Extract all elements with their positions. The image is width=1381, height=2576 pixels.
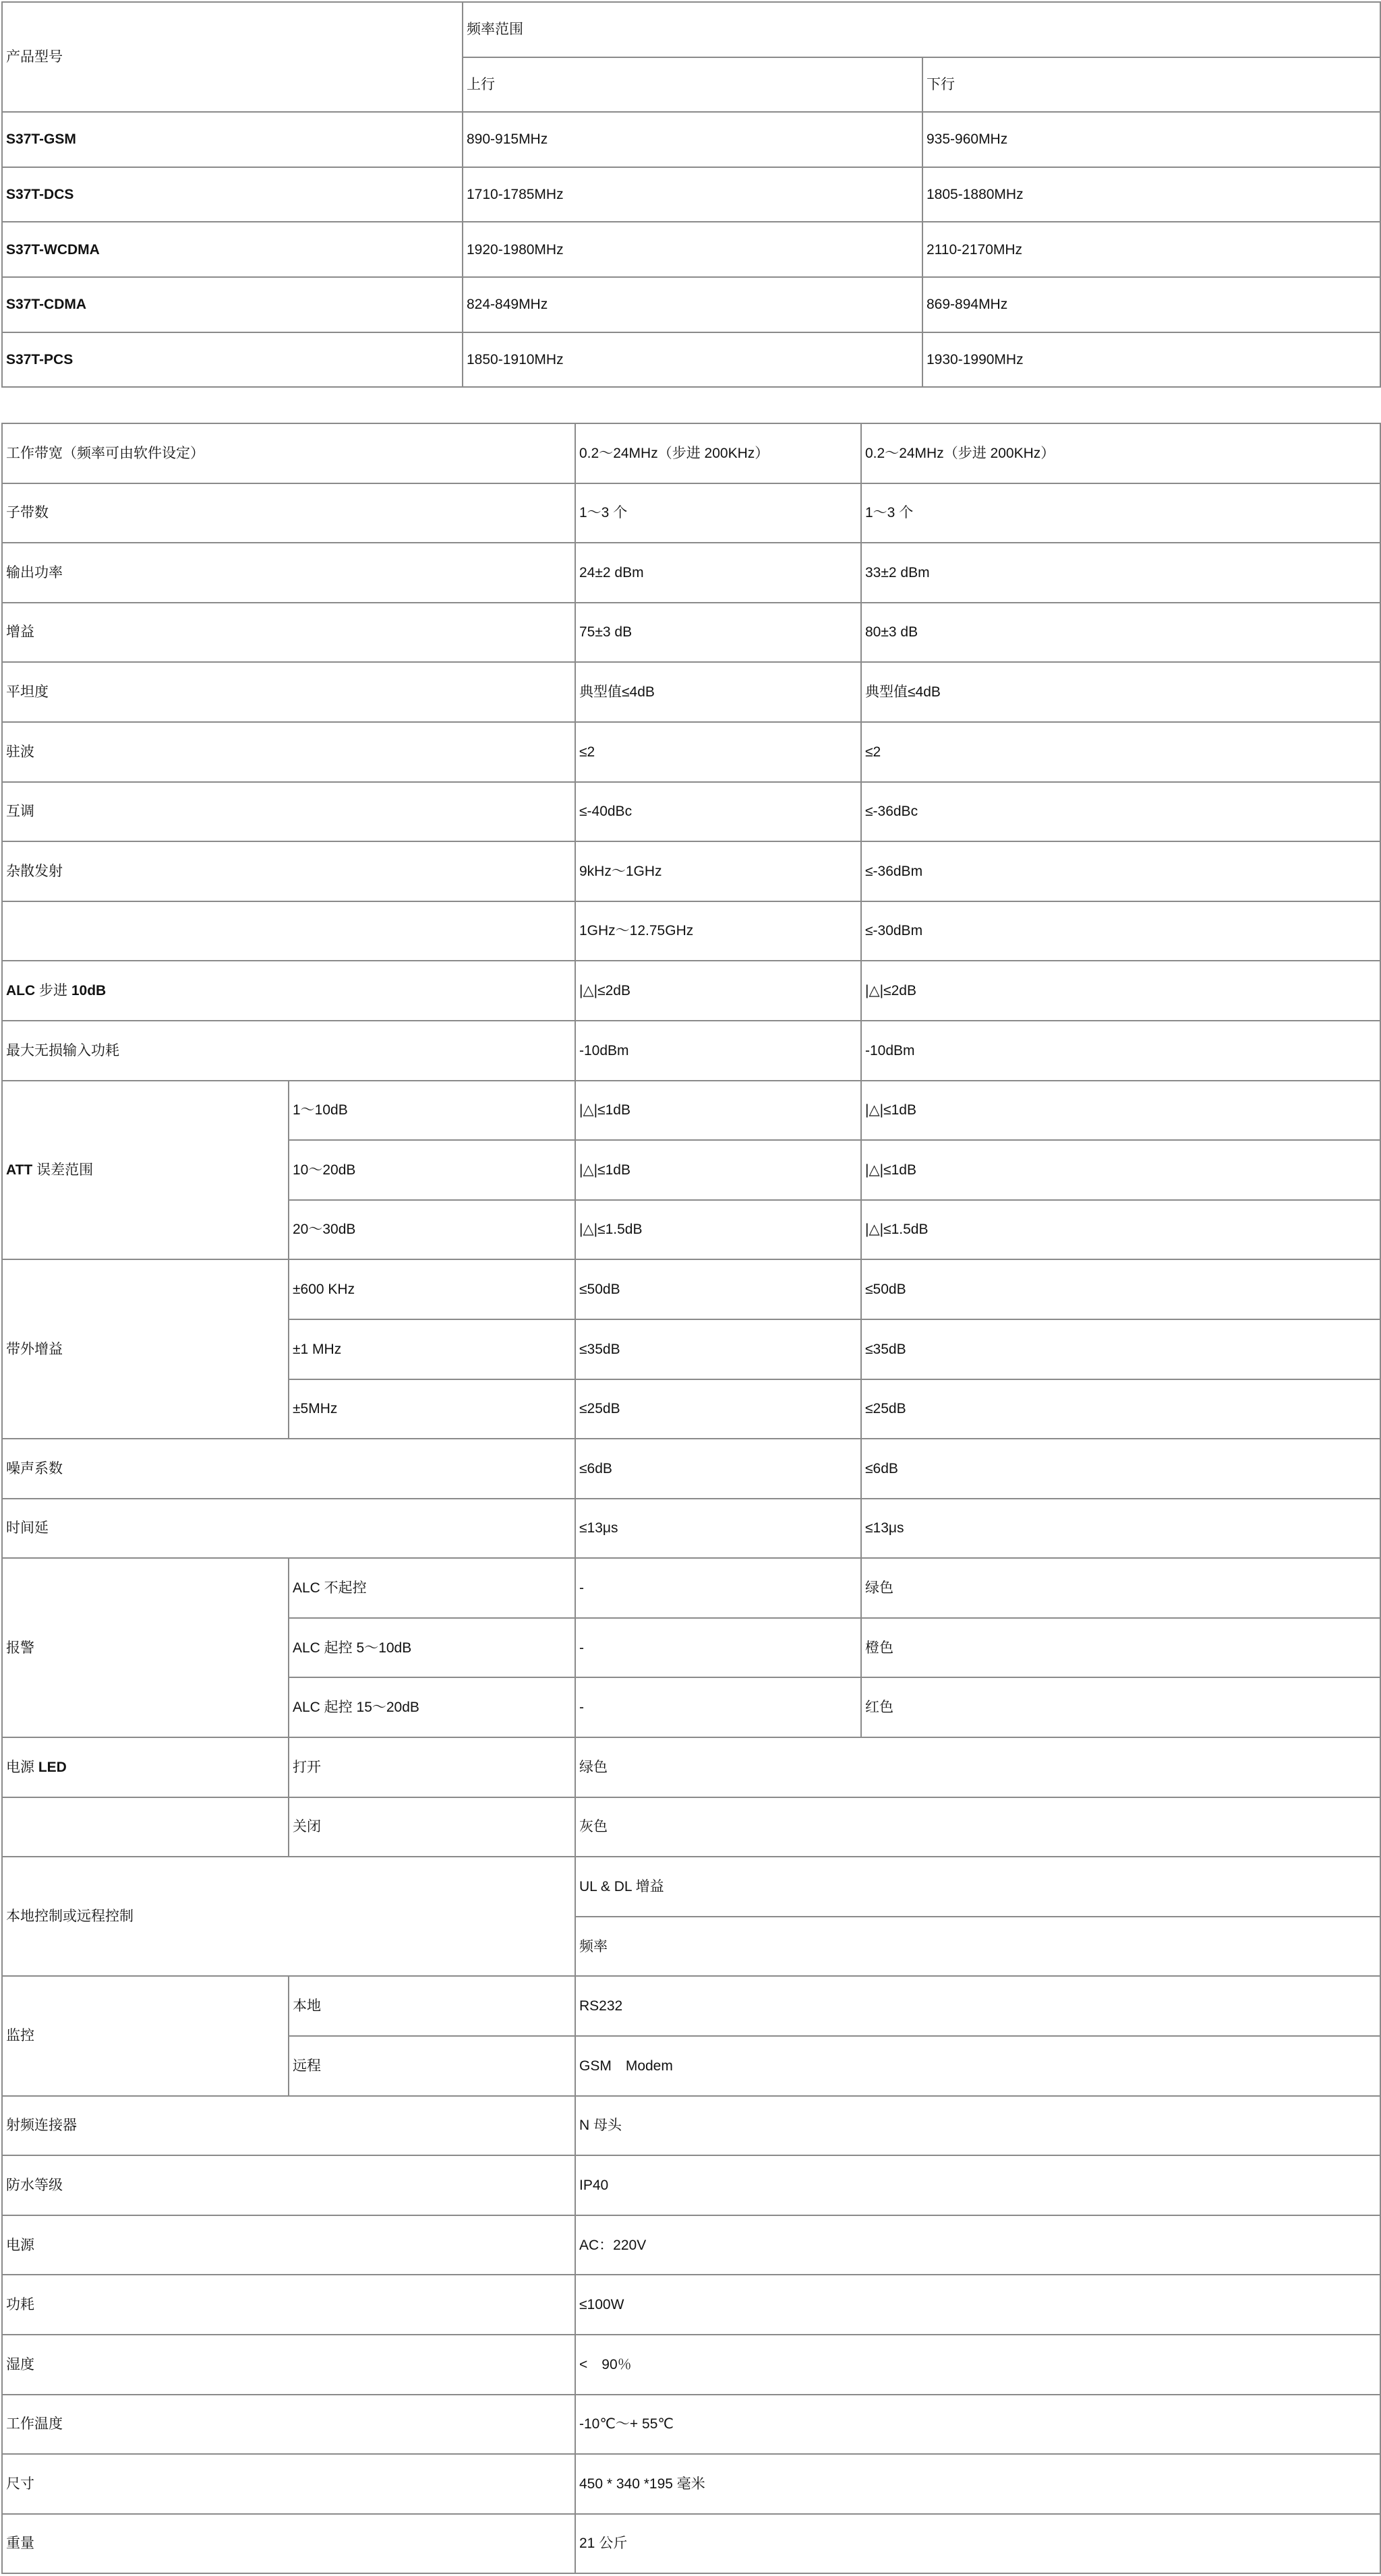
model-cell: S37T-CDMA [2,277,463,332]
specifications-table [1,423,1381,2574]
spec-ul-value: |△|≤1.5dB [575,1200,861,1260]
table-row [2,1558,1380,1618]
table-row [2,1439,1380,1499]
spec-dl-value: ≤6dB [861,1439,1380,1499]
spec-ul-value: - [575,1618,861,1678]
downlink-header: 下行 [922,57,1380,113]
spec-label: 功耗 [2,2275,575,2335]
uplink-cell: 824-849MHz [463,277,922,332]
spec-ul-value: |△|≤2dB [575,961,861,1021]
table-row [2,1081,1380,1141]
spec-value: 绿色 [575,1737,1380,1797]
spec-label [2,961,575,1021]
table-row [2,1021,1380,1081]
spec-sub-label: 关闭 [289,1797,575,1857]
table-row [2,112,1380,167]
table-row [2,722,1380,782]
spec-dl-value: 橙色 [861,1618,1380,1678]
spec-label: 互调 [2,782,575,842]
table-row [2,2335,1380,2395]
spec-label-bold: 10dB [71,983,107,999]
frequency-range-table [1,1,1381,388]
table-row [2,841,1380,901]
spec-label: 监控 [2,1976,289,2095]
spec-sub-label: ±1 MHz [289,1319,575,1379]
spec-label [2,1737,289,1797]
spec-label: 本地控制或远程控制 [2,1857,575,1976]
spec-value: AC：220V [575,2215,1380,2275]
spec-label-bold: LED [38,1759,67,1775]
table-row [2,662,1380,722]
model-cell: S37T-WCDMA [2,222,463,277]
spec-label-text: 步进 [35,983,71,999]
uplink-cell: 1850-1910MHz [463,332,922,388]
spec-label: 增益 [2,603,575,663]
spec-label: 平坦度 [2,662,575,722]
spec-ul-value: 0.2～24MHz（步进 200KHz） [575,423,861,483]
uplink-cell: 890-915MHz [463,112,922,167]
spec-ul-value: - [575,1558,861,1618]
table-row [2,2454,1380,2514]
spec-sub-label: ALC 起控 15～20dB [289,1677,575,1737]
spec-sub-label: ±5MHz [289,1379,575,1439]
spec-value: -10℃～+ 55℃ [575,2395,1380,2455]
spec-dl-value: ≤-36dBm [861,841,1380,901]
spec-value: 21 公斤 [575,2514,1380,2574]
frequency-range-header: 频率范围 [463,2,1380,57]
downlink-cell: 1805-1880MHz [922,167,1380,222]
spec-value: ≤100W [575,2275,1380,2335]
model-cell: S37T-GSM [2,112,463,167]
spec-dl-value: ≤-36dBc [861,782,1380,842]
empty-cell [2,1797,289,1857]
spec-dl-value: |△|≤2dB [861,961,1380,1021]
spec-ul-value: ≤2 [575,722,861,782]
table-row [2,277,1380,332]
spec-value: IP40 [575,2155,1380,2215]
model-cell: S37T-DCS [2,167,463,222]
spec-label [2,1081,289,1260]
spec-dl-value: ≤25dB [861,1379,1380,1439]
table-row [2,961,1380,1021]
spec-label: 驻波 [2,722,575,782]
spec-ul-value: ≤50dB [575,1259,861,1319]
spec-ul-value: 1GHz～12.75GHz [575,901,861,961]
table-row [2,782,1380,842]
spec-value: < 90％ [575,2335,1380,2395]
table-row [2,2155,1380,2215]
spec-dl-value: ≤50dB [861,1259,1380,1319]
spec-label: 时间延 [2,1499,575,1559]
table-row [2,543,1380,603]
spec-value: UL & DL 增益 [575,1857,1380,1917]
uplink-cell: 1920-1980MHz [463,222,922,277]
model-header: 产品型号 [2,2,463,112]
spec-dl-value: |△|≤1.5dB [861,1200,1380,1260]
spec-dl-value: ≤13μs [861,1499,1380,1559]
table-row [2,2514,1380,2574]
table-row [2,167,1380,222]
spec-dl-value: ≤35dB [861,1319,1380,1379]
spec-ul-value: 24±2 dBm [575,543,861,603]
spec-sub-label: 20～30dB [289,1200,575,1260]
spec-value: 频率 [575,1917,1380,1977]
spec-value: N 母头 [575,2096,1380,2156]
spec-sub-label: 1～10dB [289,1081,575,1141]
spec-dl-value: 0.2～24MHz（步进 200KHz） [861,423,1380,483]
spec-label: 湿度 [2,2335,575,2395]
spec-ul-value: 75±3 dB [575,603,861,663]
spec-ul-value: 1～3 个 [575,483,861,543]
spec-value: GSM Modem [575,2036,1380,2096]
spec-value: 灰色 [575,1797,1380,1857]
spec-label-bold: ALC [6,983,36,999]
spec-dl-value: |△|≤1dB [861,1140,1380,1200]
spec-sub-label: ALC 起控 5～10dB [289,1618,575,1678]
downlink-cell: 1930-1990MHz [922,332,1380,388]
spec-ul-value: ≤-40dBc [575,782,861,842]
table-row [2,1499,1380,1559]
spec-dl-value: -10dBm [861,1021,1380,1081]
spec-value: RS232 [575,1976,1380,2036]
empty-cell [2,901,575,961]
spec-label: 噪声系数 [2,1439,575,1499]
downlink-cell: 869-894MHz [922,277,1380,332]
spec-ul-value: |△|≤1dB [575,1140,861,1200]
table-row [2,901,1380,961]
spec-sub-label: 远程 [289,2036,575,2096]
table-row [2,2,1380,57]
uplink-header: 上行 [463,57,922,113]
downlink-cell: 935-960MHz [922,112,1380,167]
spec-ul-value: 9kHz～1GHz [575,841,861,901]
table-row [2,2395,1380,2455]
spec-dl-value: ≤2 [861,722,1380,782]
spec-ul-value: ≤35dB [575,1319,861,1379]
spec-ul-value: |△|≤1dB [575,1081,861,1141]
table-row [2,2096,1380,2156]
spec-label: 输出功率 [2,543,575,603]
spec-label: 尺寸 [2,2454,575,2514]
spec-label: 重量 [2,2514,575,2574]
spec-label: 杂散发射 [2,841,575,901]
table-row [2,1976,1380,2036]
spec-label: 带外增益 [2,1259,289,1439]
table-row [2,2215,1380,2275]
spec-dl-value: 1～3 个 [861,483,1380,543]
spec-label: 工作带宽（频率可由软件设定） [2,423,575,483]
table-row [2,483,1380,543]
spec-label-bold: ATT [6,1162,33,1178]
table-row [2,1259,1380,1319]
spec-dl-value: 80±3 dB [861,603,1380,663]
spec-label: 最大无损输入功耗 [2,1021,575,1081]
spec-label: 电源 [2,2215,575,2275]
uplink-cell: 1710-1785MHz [463,167,922,222]
model-cell: S37T-PCS [2,332,463,388]
downlink-cell: 2110-2170MHz [922,222,1380,277]
table-row [2,222,1380,277]
spec-dl-value: 红色 [861,1677,1380,1737]
spec-ul-value: ≤25dB [575,1379,861,1439]
spec-ul-value: 典型值≤4dB [575,662,861,722]
spec-ul-value: ≤6dB [575,1439,861,1499]
spec-sub-label: ±600 KHz [289,1259,575,1319]
spec-sub-label: ALC 不起控 [289,1558,575,1618]
spec-ul-value: ≤13μs [575,1499,861,1559]
spec-sub-label: 本地 [289,1976,575,2036]
spec-label: 工作温度 [2,2395,575,2455]
spec-ul-value: -10dBm [575,1021,861,1081]
table-row [2,1797,1380,1857]
spec-sub-label: 打开 [289,1737,575,1797]
table-row [2,2275,1380,2335]
spec-dl-value: 33±2 dBm [861,543,1380,603]
table-row [2,423,1380,483]
spec-label: 子带数 [2,483,575,543]
spec-dl-value: ≤-30dBm [861,901,1380,961]
table-row [2,332,1380,388]
spec-label: 射频连接器 [2,2096,575,2156]
spec-ul-value: - [575,1677,861,1737]
spec-label-text: 误差范围 [32,1162,94,1178]
spec-dl-value: 绿色 [861,1558,1380,1618]
table-row [2,603,1380,663]
spec-label-text: 电源 [6,1759,38,1775]
spec-label: 报警 [2,1558,289,1737]
spec-dl-value: |△|≤1dB [861,1081,1380,1141]
spec-value: 450 * 340 *195 毫米 [575,2454,1380,2514]
table-row [2,1737,1380,1797]
table-row [2,1857,1380,1917]
spec-dl-value: 典型值≤4dB [861,662,1380,722]
spec-label: 防水等级 [2,2155,575,2215]
spec-sub-label: 10～20dB [289,1140,575,1200]
